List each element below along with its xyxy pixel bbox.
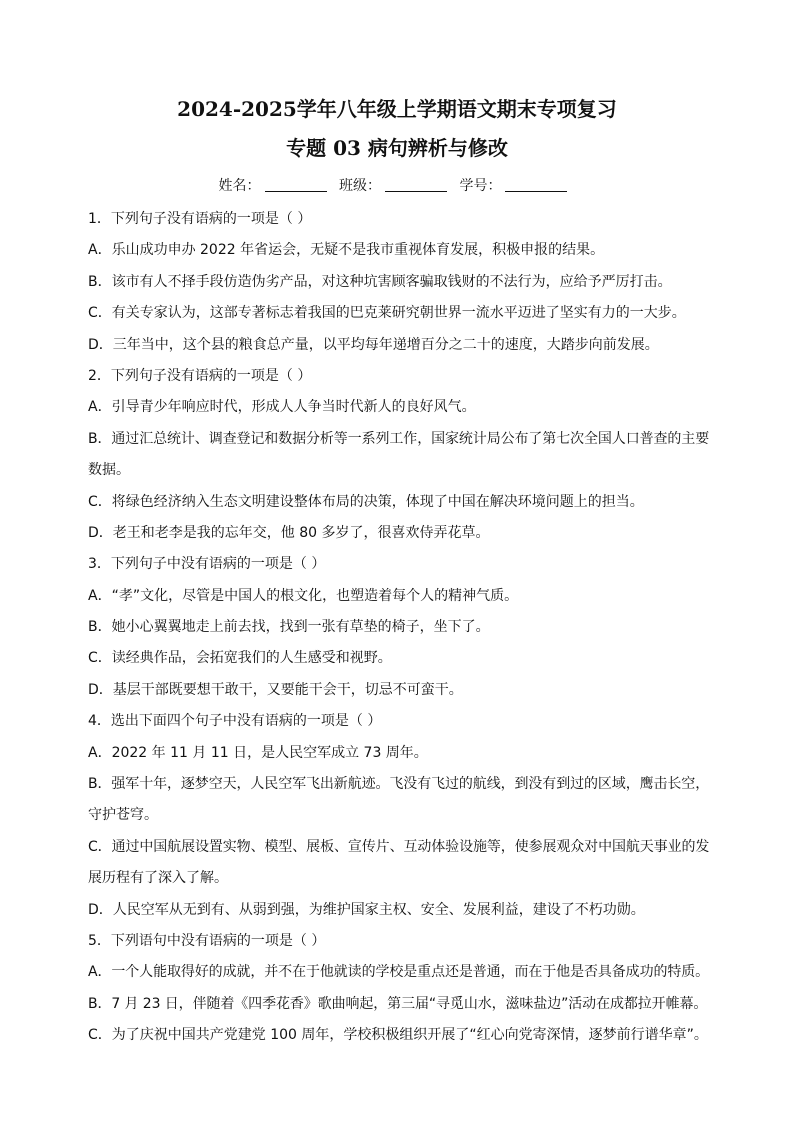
question-stem: 4．选出下面四个句子中没有语病的一项是（ ）: [88, 713, 382, 730]
question-option: B．通过汇总统计、调查登记和数据分析等一系列工作，国家统计局公布了第七次全国人口普查的主要: [88, 430, 710, 447]
student-info-row: [0, 176, 794, 196]
question-option: A．“孝”文化，尽管是中国人的根文化，也塑造着每个人的精神气质。: [88, 587, 519, 604]
id-blank: [505, 177, 567, 192]
class-label: 班级：: [339, 178, 381, 194]
question-option: B．强军十年，逐梦空天，人民空军飞出新航迹。飞没有飞过的航线，到没有到过的区域，鹰击长空，: [88, 776, 710, 793]
question-option: C．有关专家认为，这部专著标志着我国的巴克莱研究朝世界一流水平迈进了坚实有力的一大步。: [88, 305, 686, 322]
question-option: C．读经典作品，会拓宽我们的人生感受和视野。: [88, 650, 392, 667]
question-option-continued: 数据。: [88, 462, 130, 479]
question-option: D．基层干部既要想干敢干，又要能干会干，切忌不可蛮干。: [88, 681, 463, 698]
name-blank: [265, 177, 327, 192]
question-option: A．引导青少年响应时代，形成人人争当时代新人的良好风气。: [88, 399, 476, 416]
id-label: 学号：: [459, 178, 502, 194]
question-option: C．通过中国航展设置实物、模型、展板、宣传片、互动体验设施等，使参展观众对中国航天事业的发: [88, 838, 710, 855]
question-option: A．乐山成功申办 2022 年省运会，无疑不是我市重视体育发展，积极申报的结果。: [88, 242, 605, 259]
question-option: D．老王和老李是我的忘年交，他 80 多岁了，很喜欢侍弄花草。: [88, 524, 490, 541]
class-blank: [385, 177, 447, 192]
document-subtitle: 专题 03 病句辨析与修改: [286, 136, 508, 160]
document-title: 2024-2025学年八年级上学期语文期末专项复习: [177, 97, 617, 121]
question-option: C．将绿色经济纳入生态文明建设整体布局的决策，体现了中国在解决环境问题上的担当。: [88, 493, 644, 510]
question-stem: 2．下列句子没有语病的一项是（ ）: [88, 367, 312, 384]
name-label: 姓名：: [218, 178, 261, 194]
question-stem: 5．下列语句中没有语病的一项是（ ）: [88, 932, 326, 949]
question-option: D．三年当中，这个县的粮食总产量，以平均每年递增百分之二十的速度，大踏步向前发展。: [88, 336, 659, 353]
question-list: [88, 204, 710, 1052]
question-stem: 3．下列句子中没有语病的一项是（ ）: [88, 556, 326, 573]
question-option: C．为了庆祝中国共产党建党 100 周年，学校积极组织开展了“红心向党寄深情，逐梦前行谱华章”。: [88, 1027, 708, 1044]
question-option: B．7 月 23 日，伴随着《四季花香》歌曲响起，第三届“寻觅山水，滋味盐边”活动在成都拉开帷幕。: [88, 995, 708, 1012]
question-option: B．该市有人不择手段仿造伪劣产品，对这种坑害顾客骗取钱财的不法行为，应给予严厉打击。: [88, 273, 672, 290]
question-option: A．一个人能取得好的成就，并不在于他就读的学校是重点还是普通，而在于他是否具备成功的特质。: [88, 964, 710, 981]
question-option-continued: 展历程有了深入了解。: [88, 870, 228, 887]
question-option: D．人民空军从无到有、从弱到强，为维护国家主权、安全、发展利益，建设了不朽功勋。: [88, 901, 645, 918]
question-stem: 1．下列句子没有语病的一项是（ ）: [88, 211, 312, 227]
question-option-continued: 守护苍穹。: [88, 807, 158, 824]
question-option: A．2022 年 11 月 11 日，是人民空军成立 73 周年。: [88, 744, 428, 761]
question-option: B．她小心翼翼地走上前去找，找到一张有草垫的椅子，坐下了。: [88, 619, 490, 636]
